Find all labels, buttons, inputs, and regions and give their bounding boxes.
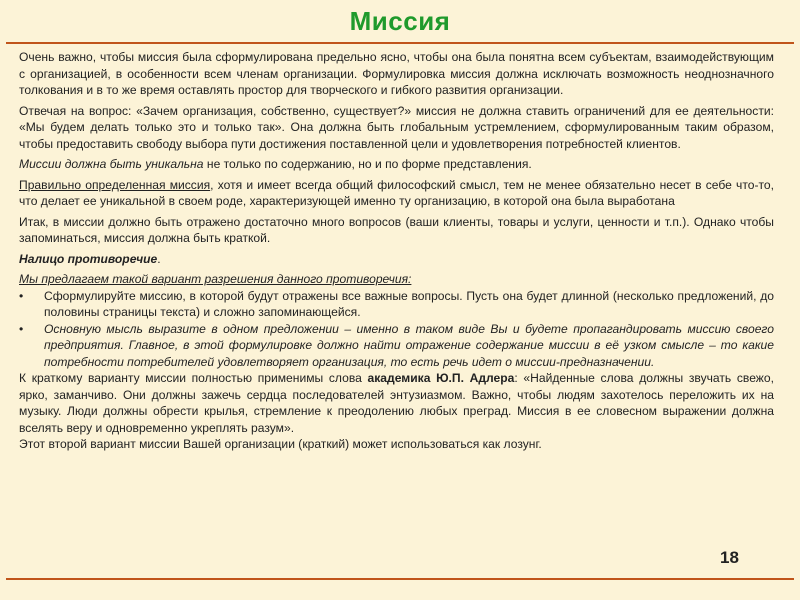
paragraph-3-emphasis: Миссии должна быть уникальна bbox=[19, 157, 204, 171]
list-item bbox=[19, 288, 774, 321]
paragraph-8-author: академика Ю.П. Адлера bbox=[367, 371, 515, 385]
page-number: 18 bbox=[720, 548, 739, 567]
paragraph-3 bbox=[19, 156, 774, 173]
paragraph-5: Итак, в миссии должно быть отражено достаточно много вопросов (ваши клиенты, товары и услуги, ценности и т.п.). Однако чтобы запоминаться, миссия должна быть краткой. bbox=[19, 214, 774, 245]
list-item bbox=[19, 321, 774, 371]
paragraph-4 bbox=[19, 177, 774, 210]
paragraph-4-emphasis: Правильно определенная миссия bbox=[19, 177, 211, 192]
paragraph-6 bbox=[19, 251, 774, 268]
paragraph-9: Этот второй вариант миссии Вашей организации (краткий) может использоваться как лозунг. bbox=[19, 437, 542, 451]
list-item-text: Сформулируйте миссию, в которой будут отражены все важные вопросы. Пусть она будет длинной (несколько предложений, до половины страницы текста) и сложно запоминающейся. bbox=[44, 288, 774, 319]
bullet-icon: • bbox=[19, 321, 24, 336]
paragraph-7-text: Мы предлагаем такой вариант разрешения данного противоречия: bbox=[19, 272, 412, 286]
paragraph-3-text: не только по содержанию, но и по форме представления. bbox=[203, 157, 532, 171]
paragraph-1: Очень важно, чтобы миссия была сформулирована предельно ясно, чтобы она была понятна всем субъектам, взаимодействующим с организацией, в особенности всем членам организации. Формулировка миссия должна исключать возможность неоднозначного толкования и в то же время оставлять простор для творческого и гибкого развития организации. bbox=[19, 50, 774, 97]
paragraph-7 bbox=[19, 271, 774, 288]
bottom-divider bbox=[6, 578, 794, 580]
paragraph-6-emphasis: Налицо противоречие bbox=[19, 251, 158, 266]
paragraph-8-start: К краткому варианту миссии полностью применимы слова bbox=[19, 371, 368, 385]
paragraph-2: Отвечая на вопрос: «Зачем организация, собственно, существует?» миссия не должна ставить ограничений для ее деятельности: «Мы будем делать только это и только так». Она должна быть глобальным устремлением, сформулированным таким образом, чтобы предоставить свободу выбора пути достижения поставленной цели и удовлетворения потребностей клиентов. bbox=[19, 103, 774, 151]
bullet-icon: • bbox=[19, 288, 24, 303]
bullet-list bbox=[19, 288, 774, 371]
list-item-text: Основную мысль выразите в одном предложении – именно в таком виде Вы и будете пропагандировать миссию своего предприятия. Главное, в этой формулировке должно найти отражение содержание миссии в её узком смысле – то какие потребности потребителей удовлетворяет организация, то есть речь идет о миссии-предназначении. bbox=[44, 321, 774, 369]
slide-body bbox=[19, 49, 774, 457]
top-divider bbox=[6, 42, 794, 44]
paragraph-8-quote: : «Найденные слова должны звучать свежо, ярко, заманчиво. Они должны зажечь сердца последователей энтузиазмом. Важно, чтобы людям захотелось переложить их на музыку. Люди должны обрести крылья, стремление к преодолению любых преград. Миссия в ее словесном выражении должна вселять веру и одновременно укреплять разум». bbox=[19, 371, 774, 435]
paragraph-8 bbox=[19, 370, 774, 436]
page-title: Миссия bbox=[349, 6, 451, 36]
paragraph-4-text: , хотя и имеет всегда общий философский смысл, тем не менее обязательно несет в себе что-то, что делает ее уникальной в своем роде, характеризующей именно ту организацию, в которой она была выработана bbox=[19, 177, 774, 208]
paragraph-6-end: . bbox=[157, 251, 161, 266]
